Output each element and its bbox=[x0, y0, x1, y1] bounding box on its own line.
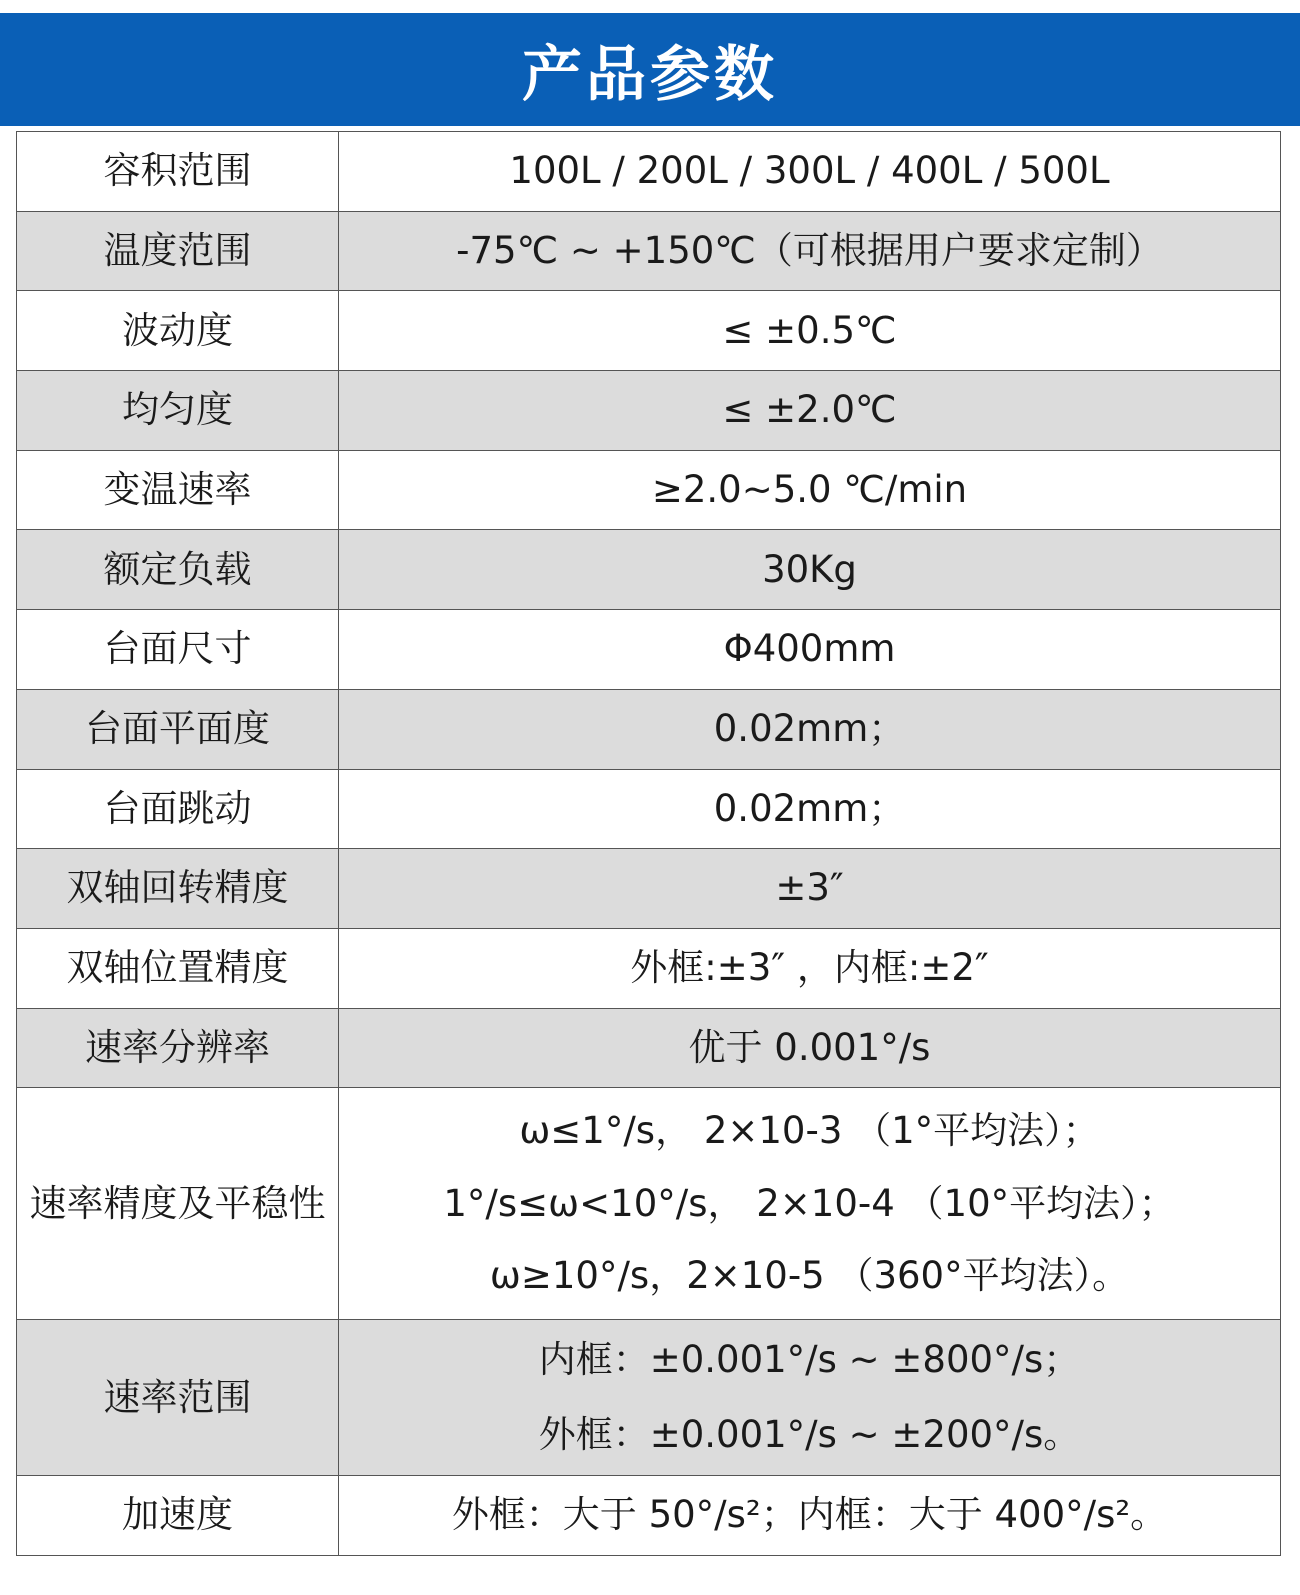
table-row bbox=[17, 291, 1281, 371]
table-row bbox=[17, 450, 1281, 530]
table-row bbox=[17, 1320, 1281, 1476]
param-label: 双轴回转精度 bbox=[17, 849, 339, 929]
param-label: 速率分辨率 bbox=[17, 1008, 339, 1088]
table-row bbox=[17, 928, 1281, 1008]
table-row bbox=[17, 769, 1281, 849]
param-value: 100L / 200L / 300L / 400L / 500L bbox=[339, 132, 1281, 212]
param-value: Φ400mm bbox=[339, 610, 1281, 690]
table-row bbox=[17, 132, 1281, 212]
param-label: 速率精度及平稳性 bbox=[17, 1088, 339, 1320]
table-row bbox=[17, 689, 1281, 769]
param-value: 30Kg bbox=[339, 530, 1281, 610]
param-value: ±3″ bbox=[339, 849, 1281, 929]
table-row bbox=[17, 849, 1281, 929]
param-value: ≥2.0~5.0 ℃/min bbox=[339, 450, 1281, 530]
spec-table bbox=[16, 131, 1281, 1556]
param-label: 速率范围 bbox=[17, 1320, 339, 1476]
param-value: 优于 0.001°/s bbox=[339, 1008, 1281, 1088]
param-label: 温度范围 bbox=[17, 211, 339, 291]
param-label: 均匀度 bbox=[17, 371, 339, 451]
table-row bbox=[17, 610, 1281, 690]
param-value: ≤ ±0.5℃ bbox=[339, 291, 1281, 371]
param-label: 双轴位置精度 bbox=[17, 928, 339, 1008]
param-value: 外框：大于 50°/s²；内框：大于 400°/s²。 bbox=[339, 1476, 1281, 1556]
param-label: 台面尺寸 bbox=[17, 610, 339, 690]
param-value: 内框：±0.001°/s ~ ±800°/s； 外框：±0.001°/s ~ ±200°/s。 bbox=[339, 1320, 1281, 1476]
param-value: 0.02mm； bbox=[339, 769, 1281, 849]
param-value: ≤ ±2.0℃ bbox=[339, 371, 1281, 451]
table-row bbox=[17, 371, 1281, 451]
param-value: ω≤1°/s， 2×10-3 （1°平均法）； 1°/s≤ω<10°/s， 2×10-4 （10°平均法）； ω≥10°/s，2×10-5 （360°平均法）。 bbox=[339, 1088, 1281, 1320]
table-row bbox=[17, 1088, 1281, 1320]
table-row bbox=[17, 211, 1281, 291]
param-label: 额定负载 bbox=[17, 530, 339, 610]
param-label: 波动度 bbox=[17, 291, 339, 371]
param-value: -75℃ ~ +150℃（可根据用户要求定制） bbox=[339, 211, 1281, 291]
table-row bbox=[17, 1476, 1281, 1556]
param-label: 变温速率 bbox=[17, 450, 339, 530]
title-banner bbox=[0, 13, 1300, 126]
page-title: 产品参数 bbox=[522, 39, 778, 110]
param-label: 台面跳动 bbox=[17, 769, 339, 849]
param-label: 台面平面度 bbox=[17, 689, 339, 769]
table-row bbox=[17, 1008, 1281, 1088]
param-label: 容积范围 bbox=[17, 132, 339, 212]
param-value: 外框:±3″ ，内框:±2″ bbox=[339, 928, 1281, 1008]
param-value: 0.02mm； bbox=[339, 689, 1281, 769]
param-label: 加速度 bbox=[17, 1476, 339, 1556]
table-row bbox=[17, 530, 1281, 610]
